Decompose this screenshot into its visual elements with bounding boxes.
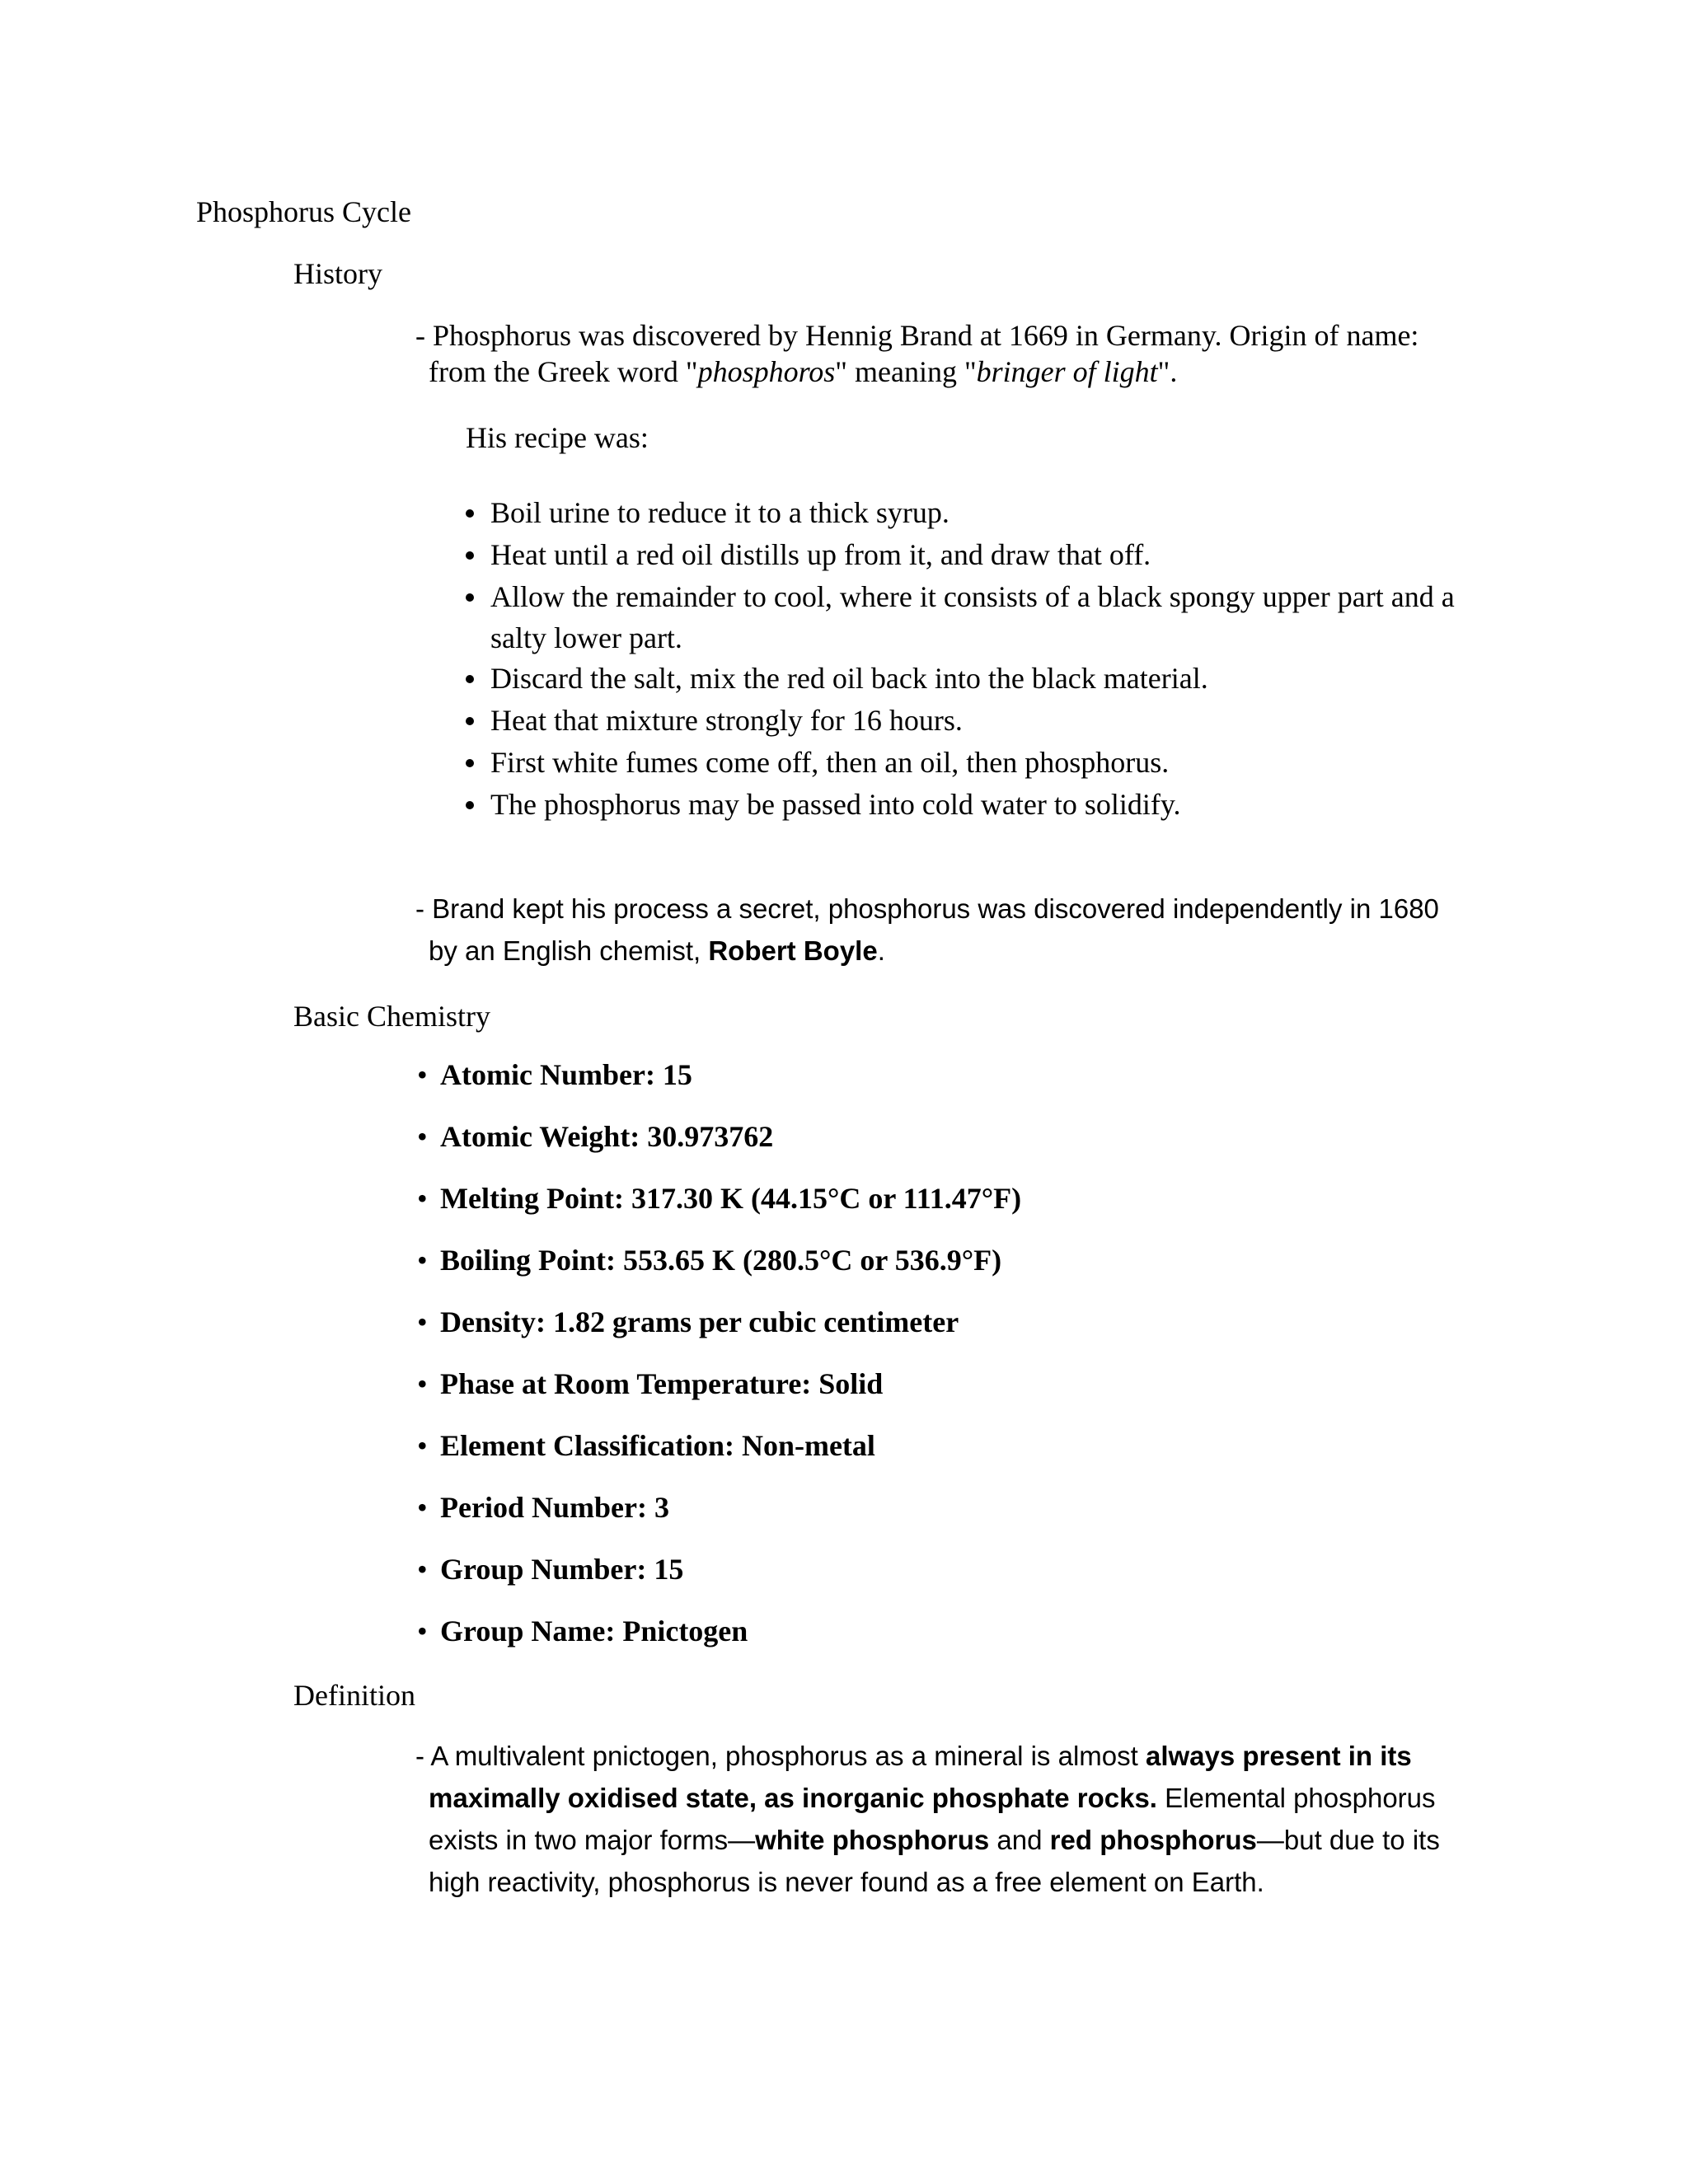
text-run: exists in two major forms— [429, 1825, 756, 1855]
bullet-icon: • [417, 1367, 428, 1400]
bullet-icon [466, 801, 474, 809]
text-run: Elemental phosphorus [1156, 1783, 1436, 1813]
list-item [415, 1490, 1021, 1552]
bullet-icon [466, 759, 474, 767]
bullet-icon: • [417, 1305, 428, 1338]
list-item [415, 1428, 1021, 1490]
list-item-text: Allow the remainder to cool, where it consists of a black spongy upper part and a [490, 580, 1455, 613]
bold-name-robert-boyle: Robert Boyle [708, 935, 878, 966]
list-item-text: First white fumes come off, then an oil, then phosphorus. [490, 746, 1170, 779]
bullet-icon [466, 593, 474, 602]
list-item [462, 658, 1484, 700]
history-paragraph [415, 317, 1487, 390]
bold-text: maximally oxidised state, as inorganic phosphate rocks. [429, 1783, 1157, 1813]
document-title: Phosphorus Cycle [196, 195, 411, 228]
definition-line2 [415, 1777, 1503, 1819]
bullet-icon: • [417, 1182, 428, 1215]
bullet-icon [466, 551, 474, 560]
bullet-icon: • [417, 1491, 428, 1524]
list-item [462, 576, 1484, 658]
text-run: - A multivalent pnictogen, phosphorus as a mineral is almost [415, 1741, 1146, 1771]
bullet-icon [466, 717, 474, 725]
boyle-paragraph-line2 [415, 930, 1487, 972]
italic-term-phosphoros: phosphoros [697, 355, 836, 388]
recipe-list [462, 492, 1484, 826]
list-item [462, 742, 1484, 784]
list-item [415, 1057, 1021, 1119]
bullet-icon: • [417, 1058, 428, 1091]
list-item [415, 1119, 1021, 1181]
list-item-text: Discard the salt, mix the red oil back into the black material. [490, 662, 1208, 695]
bullet-icon: • [417, 1120, 428, 1153]
text-run: . [877, 935, 885, 966]
property-text: Phase at Room Temperature: Solid [440, 1367, 884, 1400]
bold-term-red-phosphorus: red phosphorus [1049, 1825, 1257, 1855]
property-text: Element Classification: Non-metal [440, 1429, 875, 1462]
bold-text: always present in its [1145, 1741, 1412, 1771]
bold-term-white-phosphorus: white phosphorus [755, 1825, 990, 1855]
list-item [415, 1614, 1021, 1675]
bullet-icon [466, 509, 474, 518]
text-run: and [989, 1825, 1050, 1855]
definition-paragraph [415, 1735, 1503, 1903]
section-heading-basic-chemistry: Basic Chemistry [293, 1000, 490, 1033]
list-item-text: Heat until a red oil distills up from it, and draw that off. [490, 538, 1151, 571]
definition-line3 [415, 1819, 1503, 1861]
list-item [415, 1366, 1021, 1428]
property-text: Group Name: Pnictogen [440, 1615, 748, 1647]
list-item-text: The phosphorus may be passed into cold water to solidify. [490, 788, 1181, 821]
bullet-icon: • [417, 1429, 428, 1462]
list-item-text: Boil urine to reduce it to a thick syrup. [490, 496, 950, 529]
text-run: ". [1157, 355, 1178, 388]
history-paragraph-line2 [415, 354, 1487, 390]
property-text: Atomic Number: 15 [440, 1058, 692, 1091]
list-item [462, 700, 1484, 742]
list-item [462, 534, 1484, 576]
definition-line1 [415, 1741, 1412, 1771]
list-item [415, 1181, 1021, 1243]
italic-term-bringer-of-light: bringer of light [976, 355, 1158, 388]
text-run: by an English chemist, [429, 935, 709, 966]
chemistry-properties-list [415, 1057, 1021, 1675]
list-item-text-continued: salty lower part. [490, 621, 682, 654]
definition-line4: high reactivity, phosphorus is never found as a free element on Earth. [429, 1867, 1264, 1897]
section-heading-history: History [293, 257, 382, 290]
recipe-intro: His recipe was: [466, 421, 649, 454]
property-text: Period Number: 3 [440, 1491, 669, 1524]
property-text: Density: 1.82 grams per cubic centimeter [440, 1305, 959, 1338]
list-item [415, 1243, 1021, 1305]
bullet-icon: • [417, 1244, 428, 1277]
property-text: Group Number: 15 [440, 1553, 684, 1586]
list-item [462, 784, 1484, 826]
list-item-text: Heat that mixture strongly for 16 hours. [490, 704, 963, 737]
history-paragraph-line1: - Phosphorus was discovered by Hennig Brand at 1669 in Germany. Origin of name: [415, 319, 1419, 352]
text-run: —but due to its [1256, 1825, 1440, 1855]
list-item [462, 492, 1484, 534]
bullet-icon: • [417, 1615, 428, 1647]
property-text: Boiling Point: 553.65 K (280.5°C or 536.9°F) [440, 1244, 1002, 1277]
bullet-icon: • [417, 1553, 428, 1586]
list-item [415, 1552, 1021, 1614]
section-heading-definition: Definition [293, 1679, 415, 1712]
text-run: " meaning " [835, 355, 977, 388]
boyle-paragraph-line1: - Brand kept his process a secret, phosphorus was discovered independently in 1680 [415, 893, 1439, 924]
list-item [415, 1305, 1021, 1366]
bullet-icon [466, 675, 474, 683]
boyle-paragraph [415, 888, 1487, 972]
text-run: from the Greek word " [429, 355, 698, 388]
property-text: Atomic Weight: 30.973762 [440, 1120, 774, 1153]
property-text: Melting Point: 317.30 K (44.15°C or 111.47°F) [440, 1182, 1022, 1215]
